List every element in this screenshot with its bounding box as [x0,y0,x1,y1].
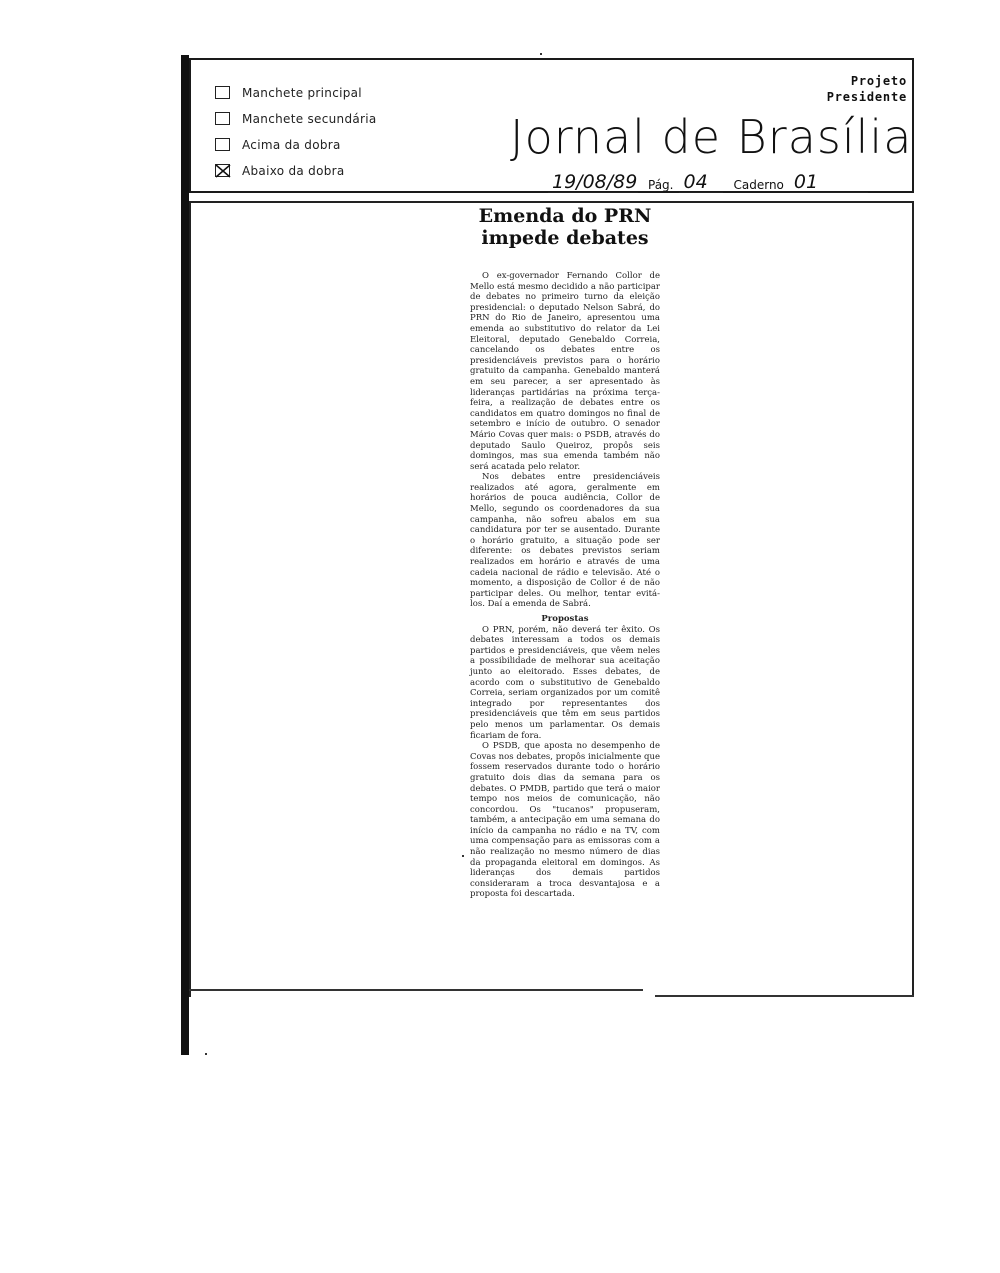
checklist-label: Manchete principal [242,85,362,100]
checklist-label: Abaixo da dobra [242,163,345,178]
checklist-item-abaixo-da-dobra[interactable] [215,158,377,183]
checklist-item-acima-da-dobra[interactable] [215,132,377,157]
project-label [827,73,907,105]
checkbox[interactable] [215,138,230,151]
checklist-label: Manchete secundária [242,111,377,126]
article-paragraph: O PRN, porém, não deverá ter êxito. Os debates interessam a todos os demais partidos e presidenciáveis, que vêem neles a possibilidade de melhorar sua aceitação junto ao eleitorado. Esses debates, de acordo com o substitutivo de Genebaldo Correia, seriam organizados por um comitê integrado por representantes dos presidenciáveis que têm em seus partidos pelo menos um parlamentar. Os demais ficariam de fora. [470,624,660,741]
reference-line [548,172,868,193]
section-label: Caderno [733,178,784,192]
article-paragraph: Nos debates entre presidenciáveis realizados até agora, geralmente em horários de pouca audiência, Collor de Mello, segundo os coordenadores da sua campanha, não sofreu abalos em sua candidatura por ter se ausentado. Durante o horário gratuito, a situação pode ser diferente: os debates previstos seriam realizados em horário e através de uma cadeia nacional de rádio e televisão. Até o momento, a disposição de Collor é de não participar deles. Ou melhor, tentar evitá-los. Daí a emenda de Sabrá. [470,472,660,610]
article-body [470,271,660,900]
checklist-label: Acima da dobra [242,137,341,152]
article-headline: Emenda do PRN impede debates [478,205,652,249]
newspaper-masthead: Jornal de Brasília [510,110,913,164]
article-paragraph: O PSDB, que aposta no desempenho de Covas nos debates, propôs inicialmente que fossem reservados durante todo o horário gratuito dois dias da semana para os debates. O PMDB, partido que terá o maior tempo nos meios de comunicação, não concordou. Os "tucanos" propuseram, também, a antecipação em uma semana do início da campanha no rádio e na TV, com uma compensação para as emissoras com a não realização no mesmo número de dias da propaganda eleitoral em domingos. As lideranças dos demais partidos consideraram a troca desvantajosa e a proposta foi descartada. [470,741,660,900]
checkbox-checked[interactable] [215,164,230,177]
bottom-rule-right [655,995,914,997]
checklist-item-manchete-principal[interactable] [215,80,377,105]
bottom-rule [189,989,643,991]
page-label: Pág. [648,178,674,192]
section-field: 01 [790,172,868,193]
date-field: 19/08/89 [548,172,638,193]
news-article [466,201,664,902]
project-line-1: Projeto [850,74,907,88]
page-field: 04 [679,172,723,193]
scan-speck [462,855,464,857]
checkbox[interactable] [215,112,230,125]
scan-edge-bar [181,55,189,1055]
checklist-item-manchete-secundaria[interactable] [215,106,377,131]
article-paragraph: O ex-governador Fernando Collor de Mello está mesmo decidido a não participar de debates no primeiro turno da eleição presidencial: o deputado Nelson Sabrá, do PRN do Rio de Janeiro, apresentou uma emenda ao substitutivo do relator da Lei Eleitoral, deputado Genebaldo Correia, cancelando os debates entre os presidenciáveis previstos para o horário gratuito da campanha. Genebaldo manterá em seu parecer, a ser apresentado às lideranças partidárias na próxima terça-feira, a realização de debates entre os candidatos em quatro domingos no final de setembro e início de outubro. O senador Mário Covas quer mais: o PSDB, através do deputado Saulo Queiroz, propôs seis domingos, mas sua emenda também não será acatada pelo relator. [470,271,660,472]
scan-speck [205,1053,207,1055]
x-mark-icon [215,164,231,178]
article-subhead: Propostas [541,614,589,624]
project-line-2: Presidente [826,90,907,104]
scan-speck [540,53,542,55]
placement-checklist [215,80,377,184]
checkbox[interactable] [215,86,230,99]
